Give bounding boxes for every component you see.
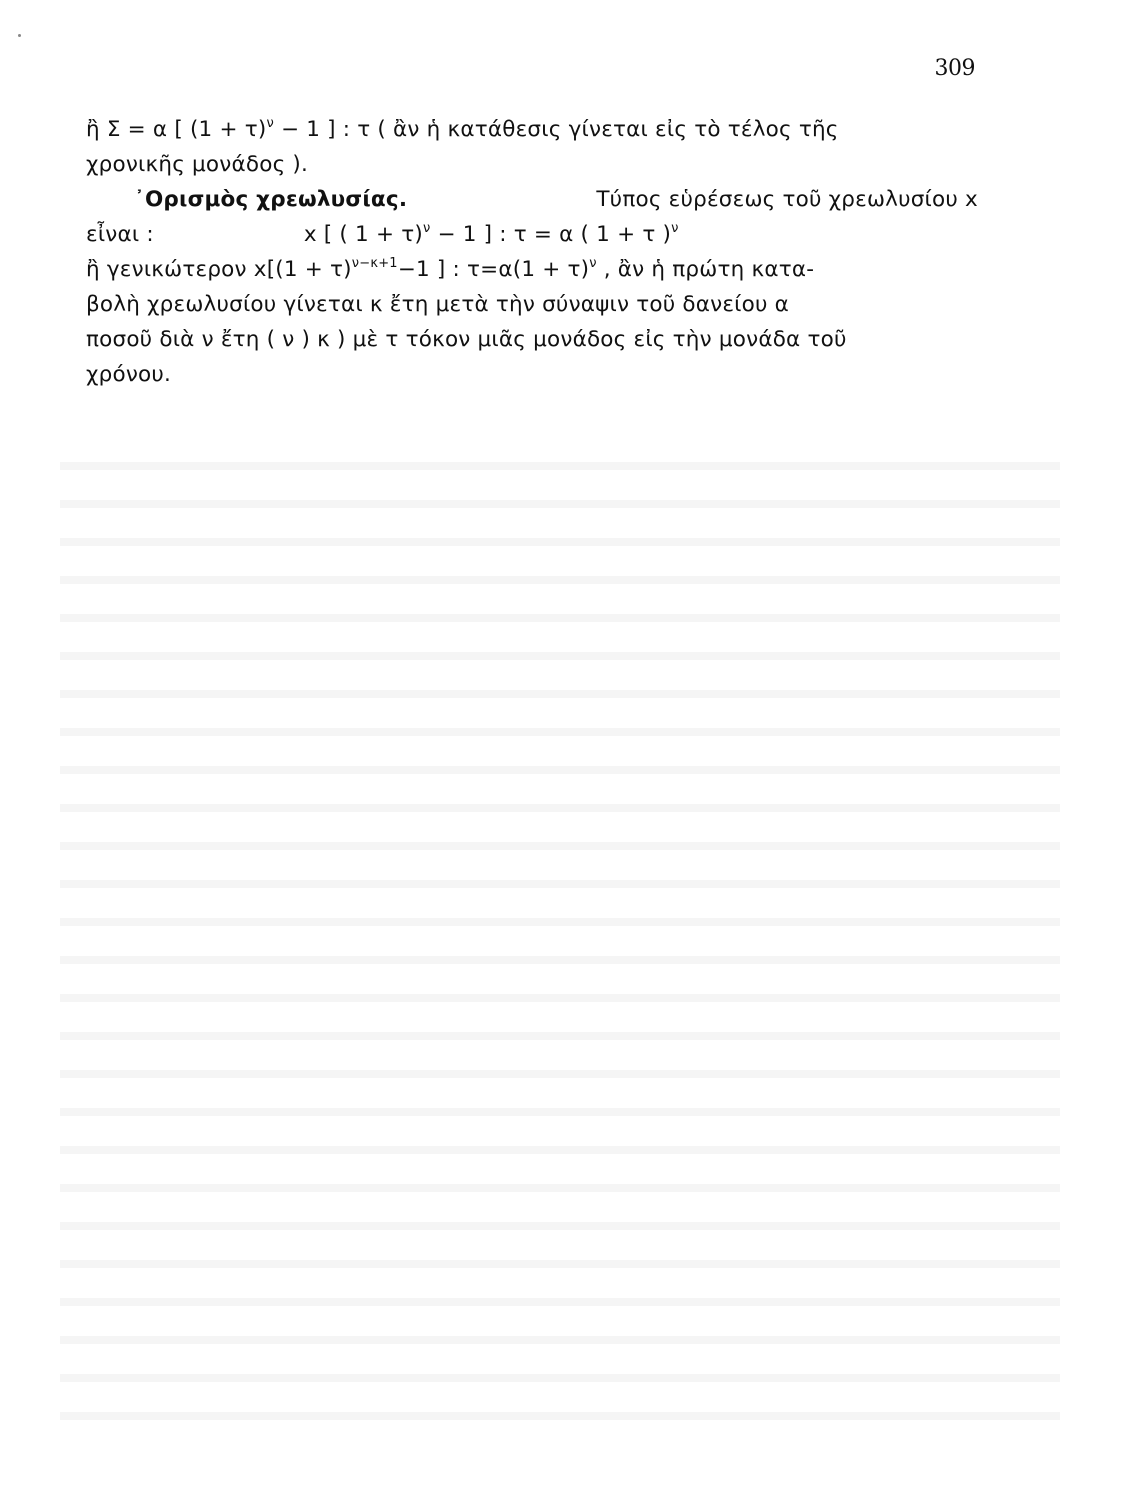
text-block [86,112,978,392]
text-line [86,217,978,252]
text-fragment: χρόνου. [86,362,172,387]
formula-sum-base: ἢ Σ = α [ (1 + τ) [86,117,267,142]
formula-sum-rest: − 1 ] : τ ( ἂν ἡ κατάθεσις γίνεται εἰς τὸ τέλος τῆς [273,117,839,142]
exponent: ν−κ+1 [351,256,398,271]
formula-part: −1 ] : τ=α(1 + τ) [397,257,590,282]
exponent: ν [671,221,679,236]
formula-general [86,252,814,287]
reverse-side-bleedthrough [60,440,1060,1440]
text-line [86,147,978,182]
text-fragment: χρονικῆς μονάδος ). [86,152,309,177]
text-line [86,287,978,322]
text-fragment: ποσοῦ διὰ ν ἔτη ( ν ) κ ) μὲ τ τόκον μιᾶς μονάδος εἰς τὴν μονάδα τοῦ [86,327,847,352]
exponent: ν [422,221,431,236]
text-line [86,182,978,217]
spacer [154,217,304,252]
text-line [86,322,978,357]
text-line [86,252,978,287]
formula-sum [86,112,839,147]
formula-part: ἢ γενικώτερον x[(1 + τ) [86,257,352,282]
paper-speck [18,34,21,37]
text-fragment: εἶναι : [86,222,154,247]
text-fragment: βολὴ χρεωλυσίου γίνεται κ ἔτη μετὰ τὴν σύναψιν τοῦ δανείου α [86,292,790,317]
text-line [86,112,978,147]
page-number: 309 [934,56,975,81]
text-fragment: , ἂν ἡ πρώτη κατα- [596,257,815,282]
text-line [86,357,978,392]
exponent: ν [589,256,597,271]
exponent: ν [266,116,274,131]
section-heading: ᾿Ορισμὸς χρεωλυσίας. [134,187,408,212]
formula-part: − 1 ] : τ = α ( 1 + τ ) [430,222,672,247]
formula-amortization [304,217,679,252]
text-fragment: Τύπος εὑρέσεως τοῦ χρεωλυσίου x [596,187,978,212]
formula-part: x [ ( 1 + τ) [303,222,423,247]
